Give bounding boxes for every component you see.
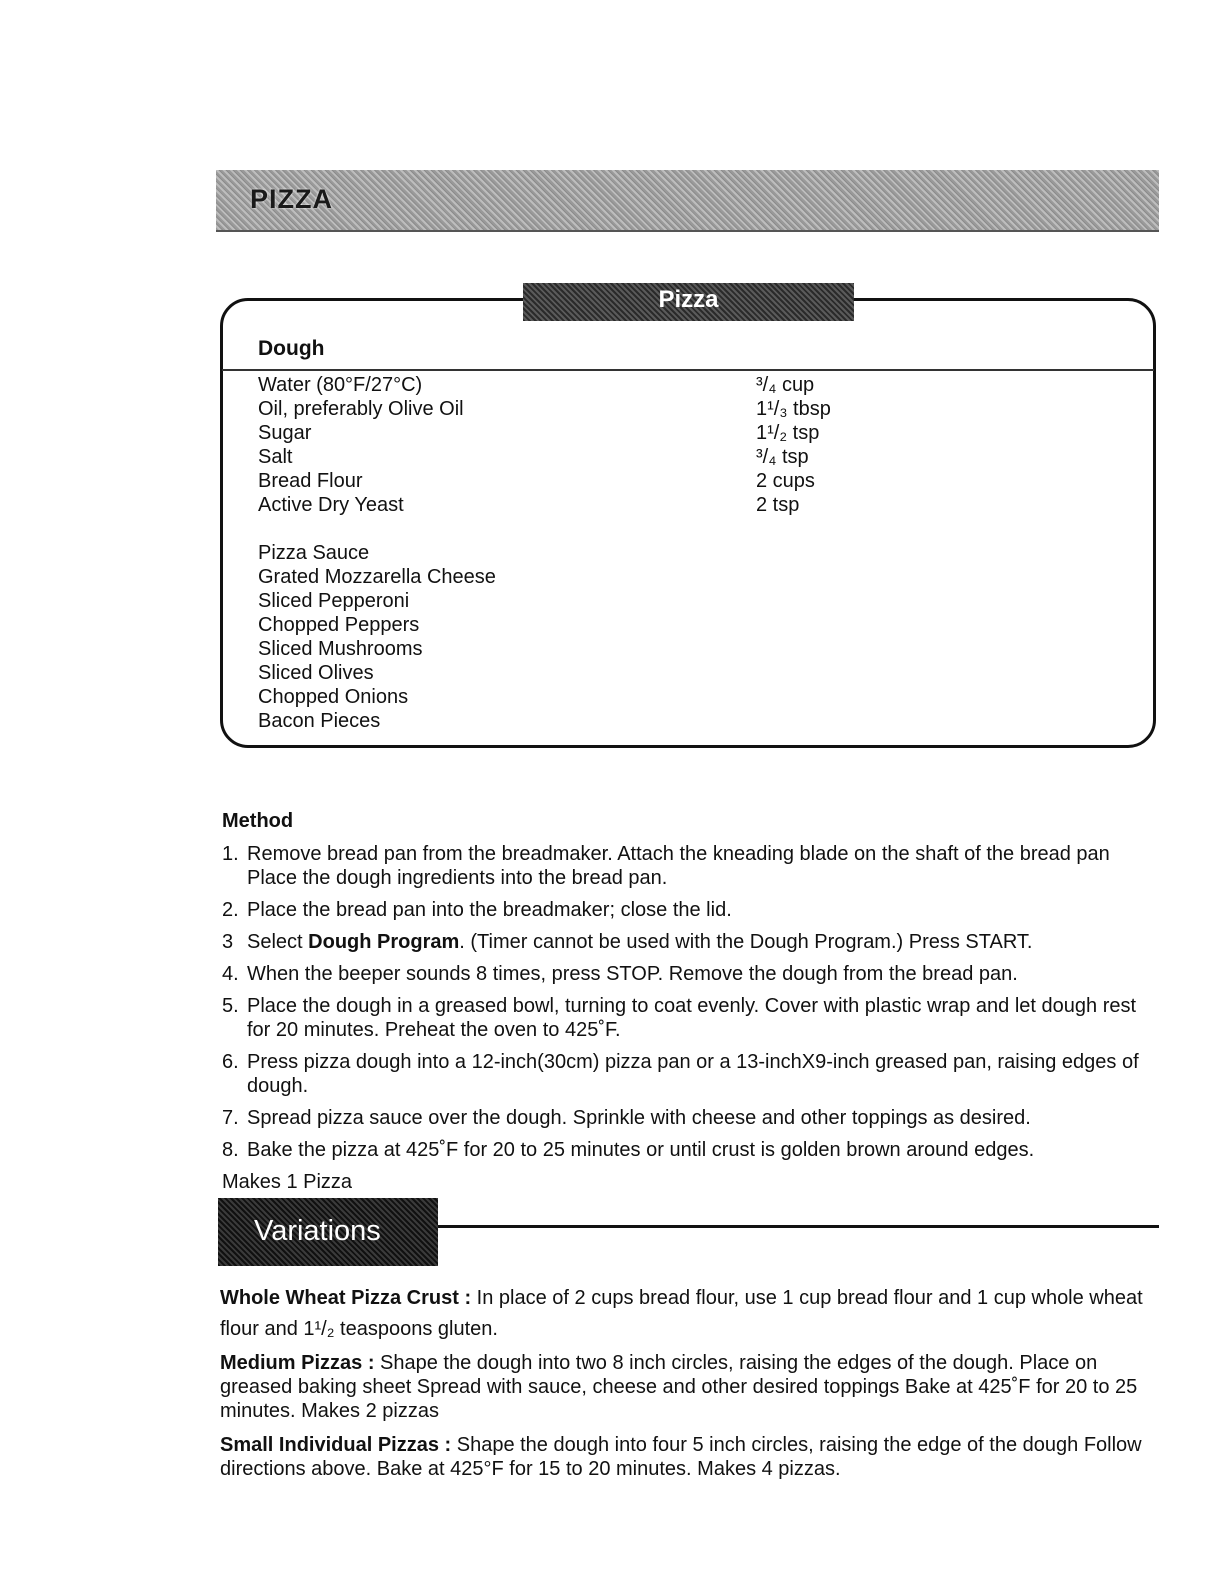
method-step <box>222 1106 1157 1130</box>
topping-item: Grated Mozzarella Cheese <box>258 566 496 588</box>
variation-text: Shape the dough into four 5 inch circles, raising the edge of the dough Follow directions above. Bake at 425°F for 15 to 20 minutes. Makes 4 pizzas. <box>220 1434 1142 1480</box>
step-number: 8. <box>222 1139 239 1161</box>
topping-item: Sliced Mushrooms <box>258 638 423 660</box>
step-number: 5. <box>222 995 239 1017</box>
divider <box>222 369 1154 371</box>
step-text: Bake the pizza at 425˚F for 20 to 25 minutes or until crust is golden brown around edges. <box>247 1139 1035 1161</box>
step-text: Spread pizza sauce over the dough. Sprinkle with cheese and other toppings as desired. <box>247 1107 1031 1129</box>
method-steps <box>222 842 1157 1194</box>
topping-item: Bacon Pieces <box>258 710 381 732</box>
step-number: 2. <box>222 899 239 921</box>
variation-item <box>220 1351 1155 1423</box>
ingredient-name: Active Dry Yeast <box>258 494 404 516</box>
ingredient-amount: 1¹/₃ tbsp <box>756 398 831 420</box>
method-step <box>222 930 1157 954</box>
ingredient-name: Water (80°F/27°C) <box>258 374 423 396</box>
divider <box>438 1225 1159 1228</box>
step-text: When the beeper sounds 8 times, press STOP. Remove the dough from the bread pan. <box>247 963 1018 985</box>
step-text: Place the dough in a greased bowl, turning to coat evenly. Cover with plastic wrap and let dough rest for 20 minutes. Preheat the oven to 425˚F. <box>247 995 1137 1041</box>
step-text-bold: Dough Program <box>308 931 460 953</box>
step-text-post: . (Timer cannot be used with the Dough Program.) Press START. <box>459 931 1033 953</box>
ingredient-name: Oil, preferably Olive Oil <box>258 398 464 420</box>
method-step <box>222 994 1157 1042</box>
ingredient-amount: 1¹/₂ tsp <box>756 422 820 444</box>
topping-item: Chopped Onions <box>258 686 409 708</box>
ingredient-amounts <box>756 373 831 517</box>
step-text-pre: Select <box>247 931 309 953</box>
section-header-bar <box>216 170 1159 232</box>
method-step <box>222 962 1157 986</box>
method-step <box>222 1138 1157 1162</box>
step-number: 7. <box>222 1107 239 1129</box>
topping-item: Chopped Peppers <box>258 614 420 636</box>
ingredient-name: Salt <box>258 446 293 468</box>
step-text: Press pizza dough into a 12-inch(30cm) pizza pan or a 13-inchX9-inch greased pan, raising edges of dough. <box>247 1051 1139 1097</box>
topping-item: Sliced Pepperoni <box>258 590 410 612</box>
ingredient-name: Sugar <box>258 422 312 444</box>
step-number: 1. <box>222 843 239 865</box>
method-step <box>222 1050 1157 1098</box>
step-number: 4. <box>222 963 239 985</box>
method-step <box>222 898 1157 922</box>
dough-heading: Dough <box>258 337 325 360</box>
step-number: 3 <box>222 931 234 953</box>
step-number: 6. <box>222 1051 239 1073</box>
variations-list <box>220 1283 1155 1491</box>
ingredient-amount: ³/₄ cup <box>756 374 815 396</box>
method-step <box>222 842 1157 890</box>
step-text: Remove bread pan from the breadmaker. Attach the kneading blade on the shaft of the bread pan Place the dough ingredients into the bread pan. <box>247 843 1110 889</box>
method-heading: Method <box>222 810 294 832</box>
yield-text: Makes 1 Pizza <box>222 1171 353 1193</box>
ingredient-names <box>258 373 464 517</box>
variation-text: In place of 2 cups bread flour, use 1 cup bread flour and 1 cup whole wheat flour and 1¹/₂ teaspoons gluten. <box>220 1287 1143 1340</box>
ingredient-amount: 2 cups <box>756 470 815 492</box>
ingredient-name: Bread Flour <box>258 470 363 492</box>
variation-title: Medium Pizzas : <box>220 1352 375 1374</box>
ingredient-amount: 2 tsp <box>756 494 800 516</box>
variation-title: Small Individual Pizzas : <box>220 1434 452 1456</box>
variation-item <box>220 1433 1155 1481</box>
variation-item <box>220 1283 1155 1345</box>
ingredient-amount: ³/₄ tsp <box>756 446 809 468</box>
step-text: Place the bread pan into the breadmaker; close the lid. <box>247 899 732 921</box>
topping-item: Sliced Olives <box>258 662 374 684</box>
variation-text: Shape the dough into two 8 inch circles, raising the edges of the dough. Place on greased baking sheet Spread with sauce, cheese and other desired toppings Bake at 425˚F for 20 to 25 minutes. Makes 2 pizzas <box>220 1352 1138 1422</box>
section-title: PIZZA <box>250 184 333 214</box>
variations-heading: Variations <box>218 1198 438 1266</box>
recipe-title: Pizza <box>523 283 854 321</box>
variation-title: Whole Wheat Pizza Crust : <box>220 1287 472 1309</box>
topping-item: Pizza Sauce <box>258 542 370 564</box>
topping-list <box>258 541 496 733</box>
